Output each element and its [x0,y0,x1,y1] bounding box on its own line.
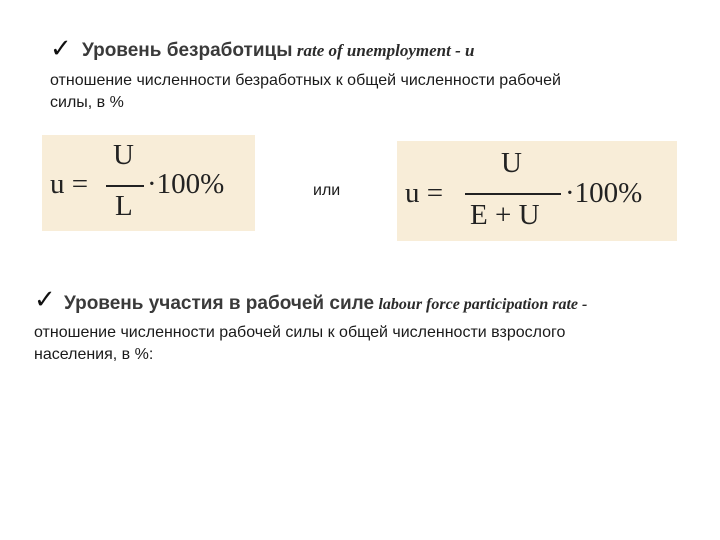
heading-en-text: labour force participation rate - [378,296,588,313]
formula-unemployment-u-over-l [42,135,255,231]
formula-multiplier: ·100% [565,177,643,209]
heading-ru-text: Уровень безработицы [82,40,293,61]
separator-or: или [313,182,341,199]
formula-lhs: u = [50,168,89,200]
formula-lhs: u = [405,177,444,209]
description-line: отношение численности рабочей силы к общей численности взрослого [34,324,566,341]
fraction-bar [106,185,144,187]
description-line: населения, в %: [34,346,154,363]
formula-multiplier: ·100% [147,168,225,200]
formula-numerator: U [113,139,134,171]
participation-rate-description [34,322,704,366]
participation-rate-heading [64,293,587,315]
formula-numerator: U [501,147,522,179]
formula-denominator: E + U [470,199,540,231]
heading-en-text: rate of unemployment - u [296,41,475,60]
unemployment-rate-heading [82,40,474,62]
unemployment-rate-description [50,70,700,114]
heading-ru-text: Уровень участия в рабочей силе [64,293,375,314]
checkmark-icon: ✓ [34,285,56,315]
description-line: отношение численности безработных к общей численности рабочей [50,72,561,89]
description-line: силы, в % [50,94,124,111]
checkmark-icon: ✓ [50,34,72,64]
formula-unemployment-u-over-e-plus-u [397,141,677,241]
formula-denominator: L [115,190,133,222]
fraction-bar [465,193,561,195]
